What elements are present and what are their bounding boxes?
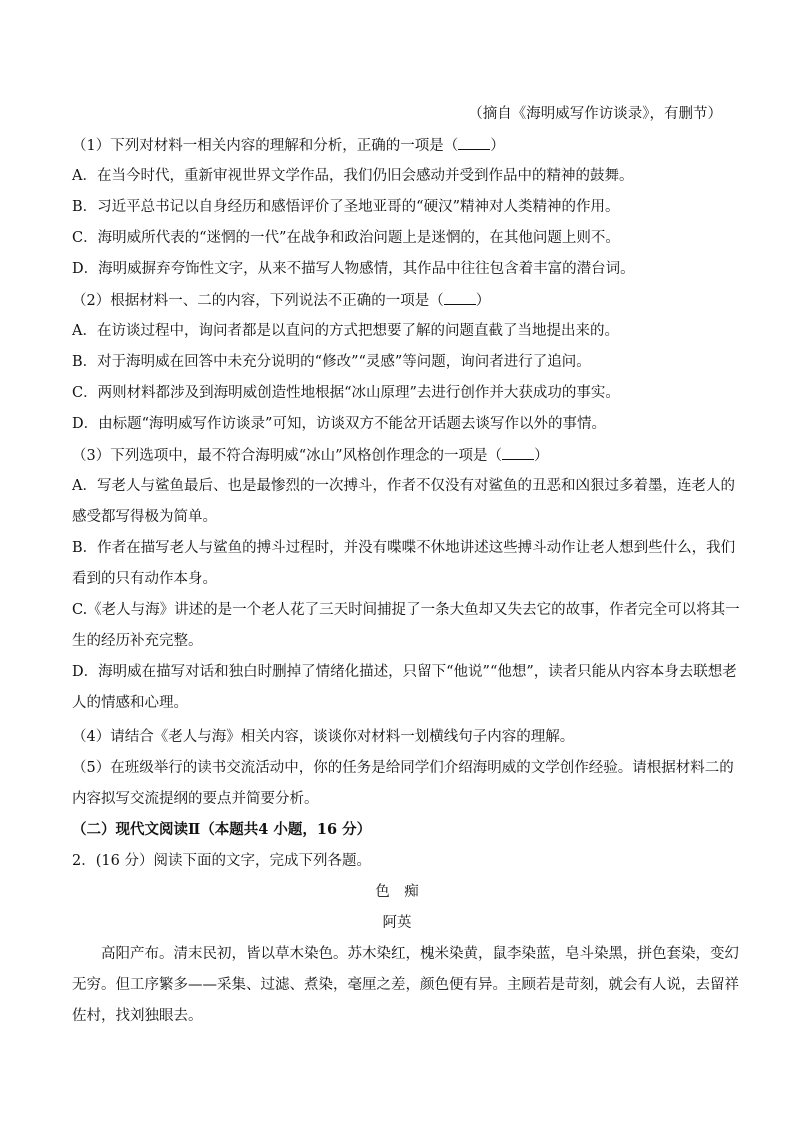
question-3-stem-text: （3）下列选项中，最不符合海明威“冰山”风格创作理念的一项是（ xyxy=(72,448,503,464)
question-3-option-b-line2: 看到的只有动作本身。 xyxy=(72,571,217,587)
question-2-stem-text: （2）根据材料一、二的内容，下列说法不正确的一项是（ xyxy=(72,293,444,309)
answer-blank-2[interactable] xyxy=(444,290,476,305)
question-1-option-b: B．习近平总书记以自身经历和感悟评价了圣地亚哥的“硬汉”精神对人类精神的作用。 xyxy=(72,199,620,215)
question-1-option-d: D．海明威摒弃夸饰性文字，从来不描写人物感情，其作品中往往包含着丰富的潜台词。 xyxy=(72,261,635,277)
question-3-option-d-line1: D．海明威在描写对话和独白时删掉了情绪化描述，只留下“他说”“他想”，读者只能从内容本身去联想老 xyxy=(72,664,737,680)
question-1-stem-close: ） xyxy=(490,138,505,154)
question-3-option-c-line2: 生的经历补充完整。 xyxy=(72,633,203,649)
section-title: （二）现代文阅读Ⅱ（本题共4 小题，16 分） xyxy=(72,821,372,838)
question-3-option-d-line2: 人的情感和心理。 xyxy=(72,695,188,711)
question-5-line2: 内容拟写交流提纲的要点并简要分析。 xyxy=(72,791,319,807)
question-2-option-c: C．两则材料都涉及到海明威创造性地根据“冰山原理”去进行创作并大获成功的事实。 xyxy=(72,385,620,401)
question-3-option-a-line1: A．写老人与鲨鱼最后、也是最惨烈的一次搏斗，作者不仅没有对鲨鱼的丑恶和凶狠过多着墨，连老人的 xyxy=(72,478,735,494)
question-2-stem xyxy=(72,290,722,311)
question-3-option-a-line2: 感受都写得极为简单。 xyxy=(72,509,217,525)
source-note: （摘自《海明威写作访谈录》，有删节） xyxy=(468,106,722,122)
story-paragraph-line3: 佐村，找刘独眼去。 xyxy=(72,1008,203,1024)
question-2-option-a: A．在访谈过程中，询问者都是以直问的方式把想要了解的问题直截了当地提出来的。 xyxy=(72,323,619,339)
question-3-option-b-line1: B．作者在描写老人与鲨鱼的搏斗过程时，并没有喋喋不休地讲述这些搏斗动作让老人想到些什么，我们 xyxy=(72,540,736,556)
question-3-option-c-line1: C.《老人与海》讲述的是一个老人花了三天时间捕捉了一条大鱼却又失去它的故事，作者完全可以将其一 xyxy=(72,602,740,618)
answer-blank-3[interactable] xyxy=(502,445,534,460)
story-author: 阿英 xyxy=(382,915,412,931)
question-3-stem xyxy=(72,445,722,466)
story-paragraph-line2: 无穷。但工序繁多——采集、过滤、煮染，毫厘之差，颜色便有异。主顾若是苛刻，就会有人说，去留祥 xyxy=(72,977,739,993)
question-4: （4）请结合《老人与海》相关内容，谈谈你对材料一划横线句子内容的理解。 xyxy=(72,729,575,745)
question-2-option-d: D．由标题“海明威写作访谈录”可知，访谈双方不能岔开话题去谈写作以外的事情。 xyxy=(72,416,606,432)
answer-blank-1[interactable] xyxy=(458,135,490,150)
story-title: 色 痴 xyxy=(375,884,419,900)
question-3-stem-close: ） xyxy=(534,448,549,464)
question-1-stem xyxy=(72,135,722,156)
question-1-option-a: A．在当今时代，重新审视世界文学作品，我们仍旧会感动并受到作品中的精神的鼓舞。 xyxy=(72,168,634,184)
question-1-stem-text: （1）下列对材料一相关内容的理解和分析，正确的一项是（ xyxy=(72,138,459,154)
question-5-line1: （5）在班级举行的读书交流活动中，你的任务是给同学们介绍海明威的文学创作经验。请根据材料二的 xyxy=(72,760,734,776)
question-2-stem-close: ） xyxy=(475,293,491,309)
question-2-option-b: B．对于海明威在回答中未充分说明的“修改”“灵感”等问题，询问者进行了追问。 xyxy=(72,354,591,370)
question-1-option-c: C．海明威所代表的“迷惘的一代”在战争和政治问题上是迷惘的，在其他问题上则不。 xyxy=(72,230,620,246)
task-2-instruction: 2．(16 分）阅读下面的文字，完成下列各题。 xyxy=(72,853,371,869)
story-paragraph-line1: 高阳产布。清末民初，皆以草木染色。苏木染红，槐米染黄，鼠李染蓝，皂斗染黑，拼色套染，变幻 xyxy=(72,946,739,962)
